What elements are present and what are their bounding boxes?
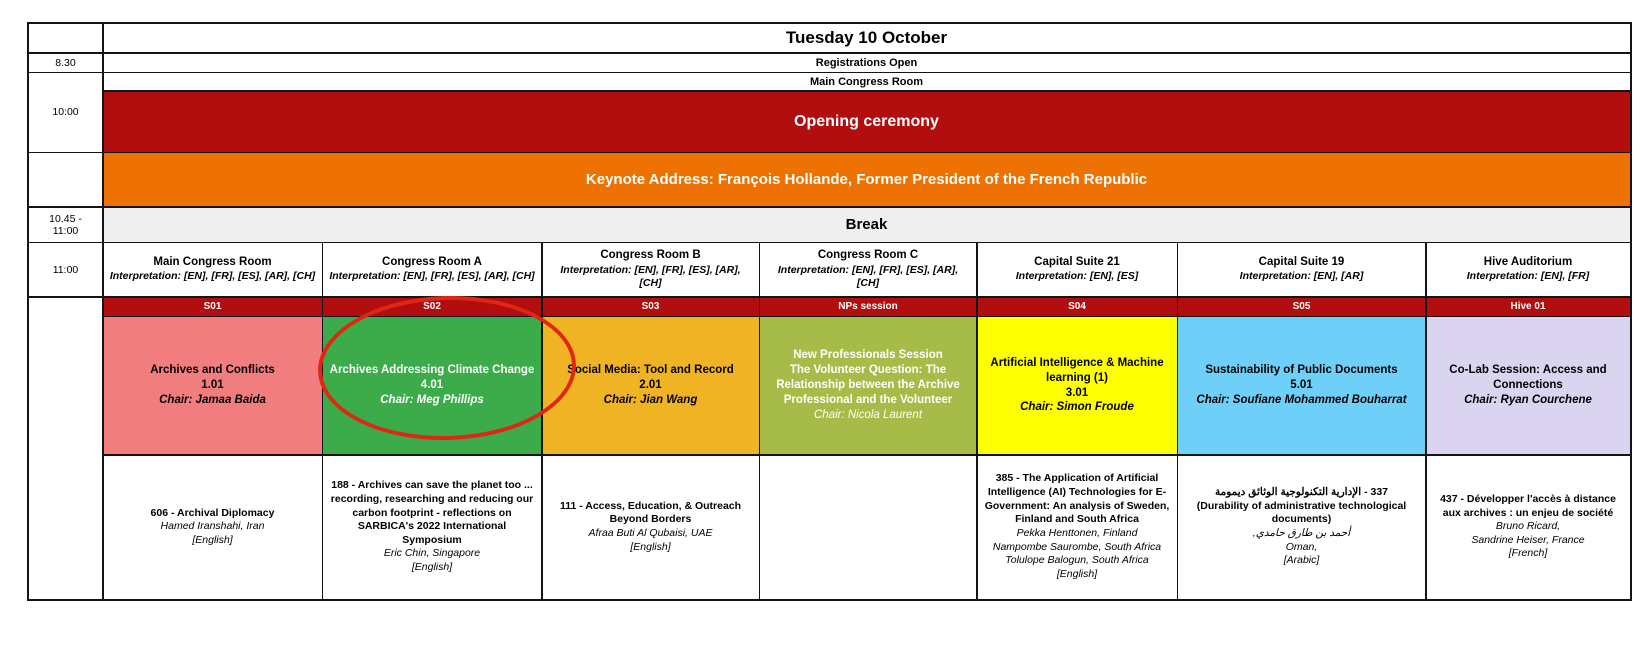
time-registration: 8.30 — [29, 54, 102, 72]
room-header-capital-suite-19 — [1178, 243, 1425, 296]
room-header-congress-room-c — [760, 243, 976, 296]
session-chair: Chair: Jamaa Baida — [159, 393, 266, 406]
paper-title: 606 - Archival Diplomacy — [150, 506, 275, 519]
paper-author: Afraa Buti Al Qubaisi, UAE — [588, 527, 713, 539]
session-code-s03: S03 — [543, 298, 759, 316]
session-chair: Chair: Meg Phillips — [380, 393, 484, 406]
room-name: Main Congress Room — [153, 255, 272, 268]
paper-title: 188 - Archives can save the planet too ... recording, researching and reducing our carbon footprint - reflections on SARBICA's 2022 International Symposium — [330, 479, 534, 546]
session-chair: Chair: Ryan Courchene — [1464, 393, 1592, 406]
paper-title: 111 - Access, Education, & Outreach Beyond Borders — [559, 499, 742, 526]
room-interpretation: Interpretation: [EN], [FR], [ES], [AR], [CH] — [329, 270, 535, 283]
session-title: Archives Addressing Climate Change — [329, 364, 535, 377]
session-archives-and-conflicts — [104, 317, 322, 454]
time-empty-tall — [29, 298, 102, 599]
session-new-professionals — [760, 317, 976, 454]
paper-language: [Arabic] — [1283, 554, 1320, 567]
session-code-s04: S04 — [978, 298, 1177, 316]
paper-author: Nampombe Saurombe, South Africa — [992, 540, 1162, 553]
session-title: Sustainability of Public Documents — [1205, 364, 1398, 377]
main-congress-room-row: Main Congress Room — [104, 73, 1630, 90]
keynote-banner: Keynote Address: François Hollande, Former President of the French Republic — [104, 153, 1630, 206]
room-interpretation: Interpretation: [EN], [ES] — [1015, 270, 1139, 283]
session-title: Co-Lab Session: Access and Connections — [1449, 364, 1607, 392]
paper-title-arabic: ديمومة الوثائق التكنولوجية الإدارية - 337 — [1214, 486, 1389, 499]
paper-language: [English] — [630, 540, 671, 553]
paper-title: 385 - The Application of Artificial Intelligence (AI) Technologies for E-Government: An analysis of Sweden, Finland and South Africa — [984, 472, 1170, 526]
room-interpretation: Interpretation: [EN], [FR], [ES], [AR], [CH] — [109, 270, 316, 283]
room-interpretation: Interpretation: [EN], [AR] — [1239, 270, 1364, 283]
time-opening: 10:00 — [29, 73, 102, 152]
room-header-hive-auditorium — [1427, 243, 1630, 296]
session-title: Artificial Intelligence & Machine learning (1) — [990, 356, 1164, 384]
session-social-media — [543, 317, 759, 454]
session-ai-machine-learning — [978, 317, 1177, 454]
paper-437 — [1427, 456, 1630, 599]
session-title: Social Media: Tool and Record — [567, 364, 734, 377]
paper-188 — [323, 456, 541, 599]
room-name: Capital Suite 21 — [1034, 255, 1120, 268]
paper-author: Sandrine Heiser, France — [1471, 533, 1585, 546]
session-subtitle: The Volunteer Question: The Relationship between the Archive Professional and the Volunteer — [776, 364, 960, 406]
session-code-s05: S05 — [1178, 298, 1425, 316]
session-code-hive01: Hive 01 — [1427, 298, 1630, 316]
room-interpretation: Interpretation: [EN], [FR] — [1466, 270, 1590, 283]
time-sessions: 11:00 — [29, 243, 102, 296]
session-chair: Chair: Soufiane Mohammed Bouharrat — [1196, 393, 1407, 406]
session-colab-access-connections — [1427, 317, 1630, 454]
paper-author: Eric Chin, Singapore — [383, 547, 481, 560]
room-name: Congress Room C — [817, 249, 919, 262]
session-title: Archives and Conflicts — [150, 364, 275, 377]
paper-title-english: (Durability of administrative technological documents) — [1196, 499, 1407, 526]
room-name: Hive Auditorium — [1483, 255, 1573, 268]
session-code-nps: NPs session — [760, 298, 976, 316]
paper-author: Hamed Iranshahi, Iran — [160, 520, 265, 533]
room-header-congress-room-a — [323, 243, 541, 296]
room-header-capital-suite-21 — [978, 243, 1177, 296]
paper-606 — [104, 456, 322, 599]
paper-language: [English] — [192, 533, 233, 546]
session-number: 5.01 — [1290, 379, 1313, 392]
session-chair: Chair: Jian Wang — [603, 393, 698, 406]
corner-cell — [29, 24, 102, 52]
paper-language: [English] — [411, 561, 453, 574]
paper-language: [English] — [1056, 567, 1098, 580]
paper-title: 437 - Développer l'accès à distance aux archives : un enjeu de société — [1440, 492, 1616, 519]
session-title: New Professionals Session — [793, 349, 943, 362]
session-sustainability-public-documents — [1178, 317, 1425, 454]
room-interpretation: Interpretation: [EN], [FR], [ES], [AR], [CH] — [777, 263, 959, 290]
session-chair: Chair: Simon Froude — [1020, 401, 1134, 414]
paper-language: [French] — [1508, 547, 1548, 560]
paper-385 — [978, 456, 1177, 599]
room-name: Capital Suite 19 — [1258, 255, 1345, 268]
day-title: Tuesday 10 October — [104, 24, 1630, 52]
room-header-congress-room-b — [543, 243, 759, 296]
time-keynote-empty — [29, 153, 102, 206]
session-number: 2.01 — [639, 379, 662, 392]
paper-country: Oman, — [1285, 540, 1318, 553]
session-number: 3.01 — [1065, 386, 1089, 399]
session-number: 4.01 — [420, 379, 444, 392]
break-banner: Break — [104, 208, 1630, 242]
time-break: 10.45 - 11:00 — [29, 208, 102, 242]
paper-author-arabic: حامدي, طارق بن أحمد — [1252, 527, 1351, 539]
paper-author: Tolulope Balogun, South Africa — [1005, 554, 1149, 567]
session-number: 1.01 — [201, 379, 224, 392]
room-name: Congress Room A — [382, 255, 482, 268]
session-code-s02: S02 — [323, 298, 541, 316]
paper-337 — [1178, 456, 1425, 599]
room-name: Congress Room B — [600, 249, 701, 262]
room-interpretation: Interpretation: [EN], [FR], [ES], [AR], [CH] — [560, 263, 741, 290]
schedule-page — [27, 22, 1632, 601]
schedule-table — [27, 22, 1632, 601]
session-archives-climate-change — [323, 317, 541, 454]
opening-ceremony-banner: Opening ceremony — [104, 92, 1630, 152]
paper-author: Bruno Ricard, — [1495, 520, 1561, 533]
paper-author: Pekka Henttonen, Finland — [1016, 527, 1138, 539]
paper-111 — [543, 456, 759, 599]
session-chair: Chair: Nicola Laurent — [813, 408, 923, 421]
paper-cell-congress-room-c-empty — [760, 456, 976, 599]
room-header-main-congress-room — [104, 243, 322, 296]
registrations-open-row: Registrations Open — [104, 54, 1630, 72]
session-code-s01: S01 — [104, 298, 322, 316]
